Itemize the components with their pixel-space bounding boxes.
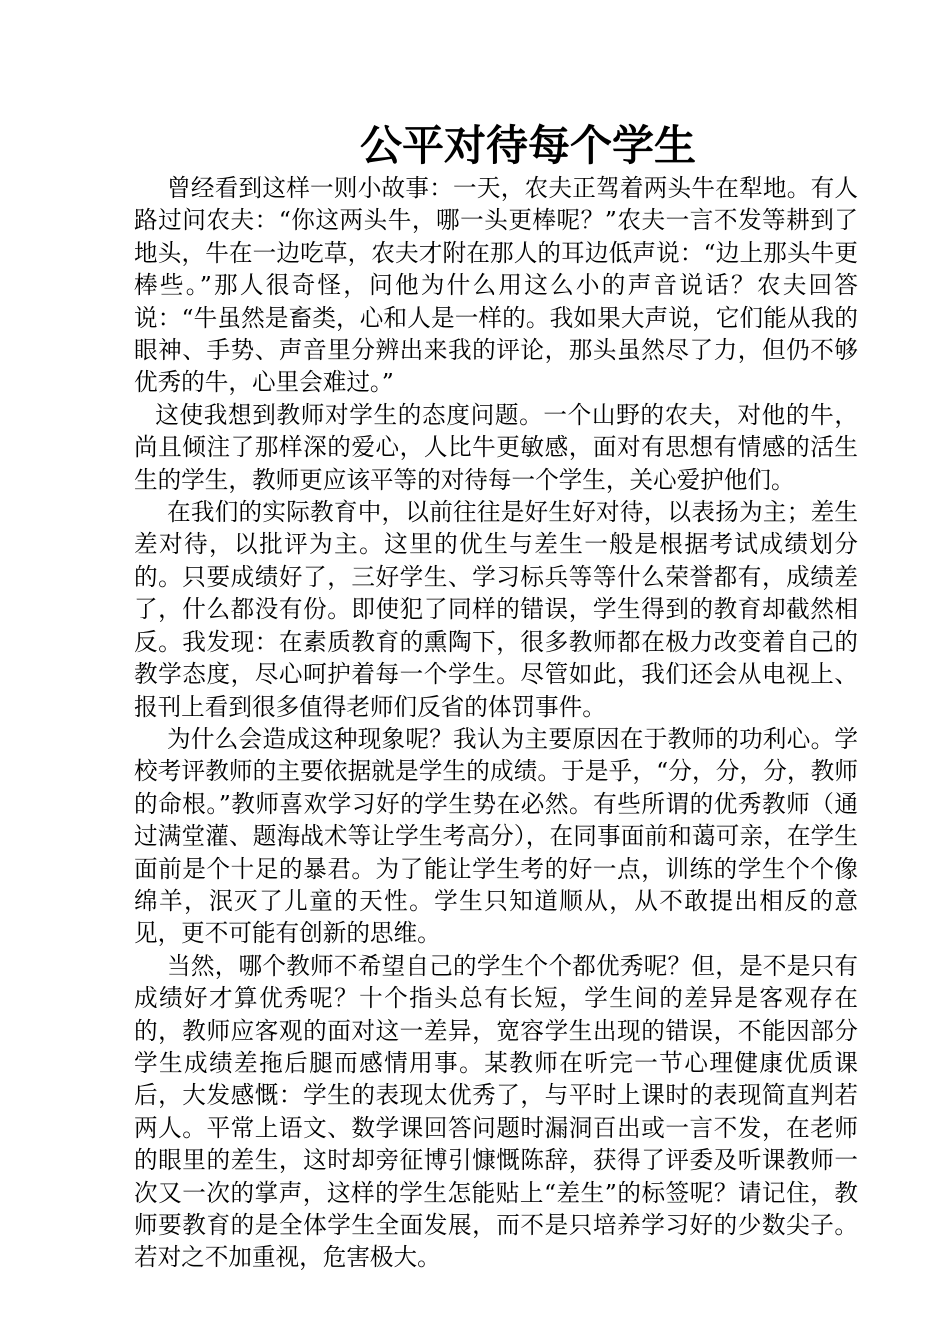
- document-body: [134, 172, 858, 1274]
- paragraph: 为什么会造成这种现象呢？我认为主要原因在于教师的功利心。学校考评教师的主要依据就是学生的成绩。于是乎，“分，分，分，教师的命根。”教师喜欢学习好的学生势在必然。有些所谓的优秀教师（通过满堂灌、题海战术等让学生考高分），在同事面前和蔼可亲，在学生面前是个十足的暴君。为了能让学生考的好一点，训练的学生个个像绵羊，泯灭了儿童的天性。学生只知道顺从，从不敢提出相反的意见，更不可能有创新的思维。: [134, 724, 858, 948]
- paragraph: 当然，哪个教师不希望自己的学生个个都优秀呢？但，是不是只有成绩好才算优秀呢？十个指头总有长短，学生间的差异是客观存在的，教师应客观的面对这一差异，宽容学生出现的错误，不能因部分学生成绩差拖后腿而感情用事。某教师在听完一节心理健康优质课后，大发感慨：学生的表现太优秀了，与平时上课时的表现简直判若两人。平常上语文、数学课回答问题时漏洞百出或一言不发，在老师的眼里的差生，这时却旁征博引慷慨陈辞，获得了评委及听课教师一次又一次的掌声，这样的学生怎能贴上“差生”的标签呢？请记住，教师要教育的是全体学生全面发展，而不是只培养学习好的少数尖子。若对之不加重视，危害极大。: [134, 951, 858, 1272]
- paragraph: 在我们的实际教育中，以前往往是好生好对待，以表扬为主；差生差对待，以批评为主。这里的优生与差生一般是根据考试成绩划分的。只要成绩好了，三好学生、学习标兵等等什么荣誉都有，成绩差了，什么都没有份。即使犯了同样的错误，学生得到的教育却截然相反。我发现：在素质教育的熏陶下，很多教师都在极力改变着自己的教学态度，尽心呵护着每一个学生。尽管如此，我们还会从电视上、报刊上看到很多值得老师们反省的体罚事件。: [134, 498, 858, 721]
- paragraph: 曾经看到这样一则小故事：一天，农夫正驾着两头牛在犁地。有人路过问农夫：“你这两头牛，哪一头更棒呢？”农夫一言不发等耕到了地头，牛在一边吃草，农夫才附在那人的耳边低声说：“边上那头牛更棒些。”那人很奇怪，问他为什么用这么小的声音说话？农夫回答说：“牛虽然是畜类，心和人是一样的。我如果大声说，它们能从我的眼神、手势、声音里分辨出来我的评论，那头虽然尽了力，但仍不够优秀的牛，心里会难过。”: [134, 174, 858, 397]
- document-title: 公平对待每个学生: [359, 121, 696, 170]
- paragraph: 这使我想到教师对学生的态度问题。一个山野的农夫，对他的牛，尚且倾注了那样深的爱心，人比牛更敏感，面对有思想有情感的活生生的学生，教师更应该平等的对待每一个学生，关心爱护他们。: [134, 400, 858, 494]
